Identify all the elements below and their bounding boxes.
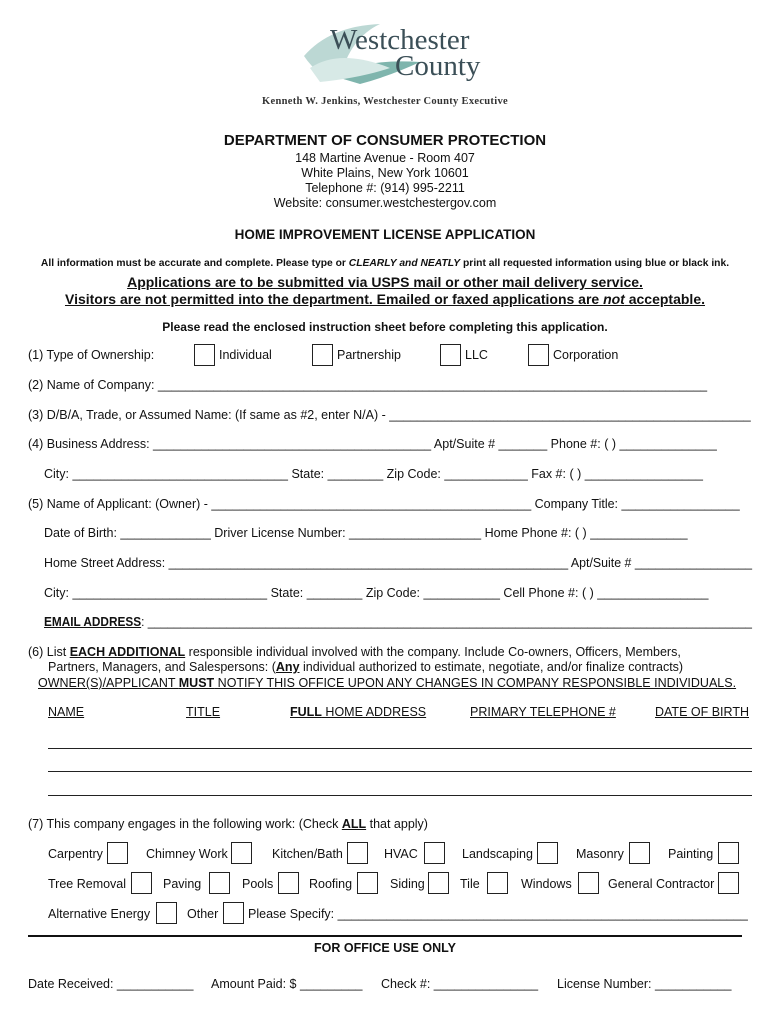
work-hvac-checkbox[interactable]: [424, 842, 445, 864]
dob-field[interactable]: Date of Birth: _____________ Driver License Number: ___________________ Home Phone #: ( ) ______________: [44, 526, 688, 540]
email-field[interactable]: [44, 615, 752, 629]
business-address-field[interactable]: (4) Business Address: ________________________________________ Apt/Suite # _______ Phone #: ( ) ______________: [28, 437, 717, 451]
ownership-partnership-checkbox[interactable]: [312, 344, 333, 366]
section6-line1-c: responsible individual involved with the company. Include Co-owners, Officers, Members,: [185, 645, 681, 659]
ownership-corporation-checkbox[interactable]: [528, 344, 549, 366]
accuracy-notice-a: All information must be accurate and complete. Please type or: [40, 258, 349, 269]
applicant-name-field[interactable]: (5) Name of Applicant: (Owner) - ______________________________________________ Company Title: _________________: [28, 497, 740, 511]
responsible-individual-row-3[interactable]: [48, 795, 752, 796]
section6-line3-c: NOTIFY THIS OFFICE UPON ANY CHANGES IN COMPANY RESPONSIBLE INDIVIDUALS.: [214, 676, 737, 690]
website: Website: consumer.westchestergov.com: [273, 196, 497, 210]
ownership-partnership-label: Partnership: [337, 348, 401, 362]
ownership-llc-checkbox[interactable]: [440, 344, 461, 366]
license-number-field: License Number: ___________: [557, 977, 732, 991]
email-line: : ____________________________________________________________________________________________: [141, 615, 752, 629]
work-other-specify-field[interactable]: Please Specify: ___________________________________________________________: [248, 907, 748, 921]
telephone: Telephone #: (914) 995-2211: [305, 181, 465, 195]
work-kitchen-label: Kitchen/Bath: [272, 847, 343, 861]
work-windows-label: Windows: [521, 877, 572, 891]
section6-line2-c: individual authorized to estimate, negotiate, and/or finalize contracts): [299, 660, 684, 674]
section7-label: [28, 817, 428, 831]
work-hvac-label: HVAC: [384, 847, 418, 861]
section6-line1-b: EACH ADDITIONAL: [69, 645, 186, 659]
work-paving-label: Paving: [163, 877, 202, 891]
work-chimney-label: Chimney Work: [146, 847, 228, 861]
section6-line1-a: (6) List: [28, 645, 70, 659]
business-city-field[interactable]: City: _______________________________ State: ________ Zip Code: ____________ Fax #: ( ) _________________: [44, 467, 703, 481]
section7-label-c: that apply): [366, 817, 428, 831]
section6-line2-b: Any: [275, 660, 300, 674]
county-logo: [300, 18, 485, 86]
county-executive: Kenneth W. Jenkins, Westchester County Executive: [262, 96, 508, 107]
work-kitchen-checkbox[interactable]: [347, 842, 368, 864]
work-chimney-checkbox[interactable]: [231, 842, 252, 864]
email-label: EMAIL ADDRESS: [44, 615, 142, 629]
work-tile-checkbox[interactable]: [487, 872, 508, 894]
company-name-field[interactable]: (2) Name of Company: _______________________________________________________________________________: [28, 378, 708, 392]
check-number-field: Check #: _______________: [381, 977, 539, 991]
section6-line3-a: OWNER(S)/APPLICANT: [38, 676, 179, 690]
work-alternative-energy-checkbox[interactable]: [156, 902, 177, 924]
accuracy-notice-c: print all requested information using blue or black ink.: [460, 258, 730, 269]
form-title: HOME IMPROVEMENT LICENSE APPLICATION: [234, 227, 536, 242]
logo-text-county: County: [395, 50, 481, 82]
work-siding-checkbox[interactable]: [428, 872, 449, 894]
office-use-title: FOR OFFICE USE ONLY: [314, 941, 456, 955]
department-title: DEPARTMENT OF CONSUMER PROTECTION: [223, 132, 547, 149]
work-roofing-checkbox[interactable]: [357, 872, 378, 894]
section6-line2: [48, 660, 683, 674]
work-masonry-checkbox[interactable]: [629, 842, 650, 864]
section6-line3-b: MUST: [178, 676, 215, 690]
column-title: TITLE: [186, 705, 221, 719]
visitors-notice: [0, 291, 770, 307]
work-siding-label: Siding: [390, 877, 425, 891]
work-roofing-label: Roofing: [309, 877, 353, 891]
work-alternative-energy-label: Alternative Energy: [48, 907, 151, 921]
work-general-contractor-checkbox[interactable]: [718, 872, 739, 894]
ownership-individual-checkbox[interactable]: [194, 344, 215, 366]
visitors-notice-c: acceptable.: [624, 291, 705, 307]
accuracy-notice-b: CLEARLY and NEATLY: [348, 258, 461, 269]
work-tree-removal-label: Tree Removal: [48, 877, 127, 891]
column-name: NAME: [48, 705, 85, 719]
work-pools-label: Pools: [242, 877, 274, 891]
work-painting-checkbox[interactable]: [718, 842, 739, 864]
work-tree-removal-checkbox[interactable]: [131, 872, 152, 894]
section6-line2-a: Partners, Managers, and Salespersons: (: [48, 660, 276, 674]
work-other-checkbox[interactable]: [223, 902, 244, 924]
section6-line1: [28, 645, 681, 659]
home-city-field[interactable]: City: ____________________________ State: ________ Zip Code: ___________ Cell Phone #: ( ) ________________: [44, 586, 709, 600]
logo-text-westchester: Westchester: [330, 24, 470, 56]
work-masonry-label: Masonry: [576, 847, 624, 861]
office-divider: [28, 935, 742, 937]
work-paving-checkbox[interactable]: [209, 872, 230, 894]
date-received-field: Date Received: ___________: [28, 977, 194, 991]
work-windows-checkbox[interactable]: [578, 872, 599, 894]
visitors-notice-a: Visitors are not permitted into the department. Emailed or faxed applications are: [64, 291, 604, 307]
dba-field[interactable]: (3) D/B/A, Trade, or Assumed Name: (If same as #2, enter N/A) - ____________________________________________________: [28, 408, 751, 422]
ownership-corporation-label: Corporation: [553, 348, 619, 362]
work-pools-checkbox[interactable]: [278, 872, 299, 894]
instruction-notice: Please read the enclosed instruction sheet before completing this application.: [162, 320, 608, 334]
work-other-label: Other: [187, 907, 219, 921]
ownership-llc-label: LLC: [465, 348, 488, 362]
work-carpentry-checkbox[interactable]: [107, 842, 128, 864]
address-line-2: White Plains, New York 10601: [301, 166, 469, 180]
section7-label-b: ALL: [341, 817, 367, 831]
home-address-field[interactable]: Home Street Address: __________________________________________________________ Apt/Suite # _________________: [44, 556, 752, 570]
work-painting-label: Painting: [668, 847, 714, 861]
submission-notice: Applications are to be submitted via USPS mail or other mail delivery service.: [127, 274, 643, 290]
address-line-1: 148 Martine Avenue - Room 407: [295, 151, 475, 165]
work-carpentry-label: Carpentry: [48, 847, 103, 861]
responsible-individual-row-2[interactable]: [48, 771, 752, 772]
ownership-label: (1) Type of Ownership:: [28, 348, 155, 362]
accuracy-notice: [0, 258, 770, 269]
work-general-contractor-label: General Contractor: [608, 877, 715, 891]
column-dob: DATE OF BIRTH: [655, 705, 749, 719]
ownership-individual-label: Individual: [219, 348, 272, 362]
work-landscaping-checkbox[interactable]: [537, 842, 558, 864]
visitors-notice-b: not: [603, 291, 625, 307]
column-address-bold: FULL: [290, 705, 322, 719]
section7-label-a: (7) This company engages in the following work: (Check: [28, 817, 342, 831]
amount-paid-field: Amount Paid: $ _________: [211, 977, 363, 991]
column-phone: PRIMARY TELEPHONE #: [470, 705, 616, 719]
column-address: [290, 705, 426, 719]
column-address-rest: HOME ADDRESS: [321, 705, 427, 719]
section6-line3: [38, 676, 736, 690]
responsible-individual-row-1[interactable]: [48, 748, 752, 749]
work-landscaping-label: Landscaping: [462, 847, 533, 861]
work-tile-label: Tile: [460, 877, 480, 891]
